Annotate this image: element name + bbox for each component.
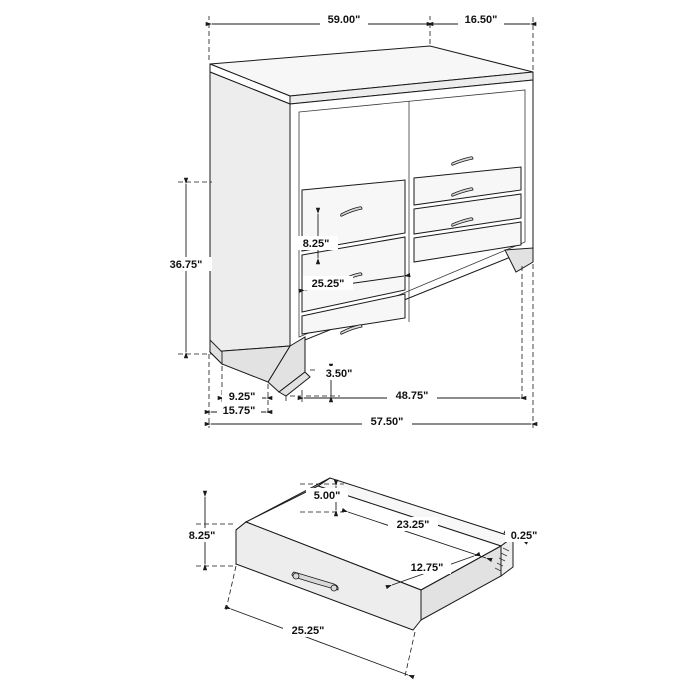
label-drawer-interior-depth: 5.00" <box>313 490 341 502</box>
label-drawer-front-width: 25.25" <box>291 625 325 637</box>
label-top-width: 59.00" <box>327 14 361 26</box>
dimline-drawer-front-width <box>231 609 408 675</box>
label-leg-offset: 9.25" <box>228 391 256 403</box>
drawer-illustration <box>236 478 513 630</box>
label-base-outer: 57.50" <box>370 416 404 428</box>
dresser-foot-right <box>505 248 533 272</box>
label-drawer-width: 25.25" <box>311 278 345 290</box>
label-drawer-thickness: 0.25" <box>510 530 538 542</box>
label-drawer-height: 8.25" <box>302 238 330 250</box>
label-drawer-length: 23.25" <box>396 519 430 531</box>
label-leg-height: 3.50" <box>325 368 353 380</box>
ext-drawer-front-left <box>226 566 236 610</box>
label-top-depth: 16.50" <box>464 14 498 26</box>
label-base-offset: 15.75" <box>222 405 256 417</box>
label-base-inner: 48.75" <box>395 390 429 402</box>
dresser-left-side-panel <box>210 72 290 352</box>
dresser-illustration <box>210 46 533 396</box>
label-drawer-side-height: 8.25" <box>188 530 216 542</box>
label-drawer-interior-width: 12.75" <box>410 562 444 574</box>
ext-drawer-front-right <box>405 632 415 676</box>
label-overall-height: 36.75" <box>169 259 203 271</box>
